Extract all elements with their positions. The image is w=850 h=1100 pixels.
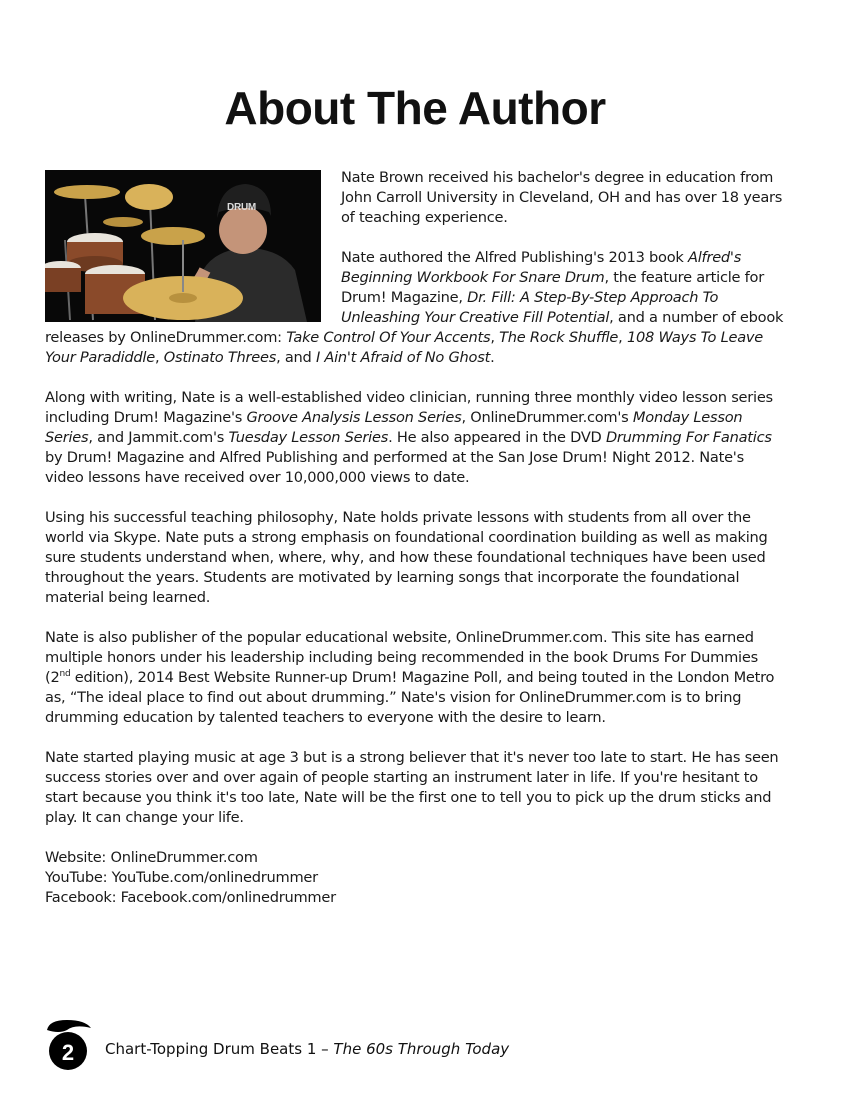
bio-paragraph-teaching: Using his successful teaching philosophy, Nate holds private lessons with students from all over the world via Skype. Nate puts a strong emphasis on foundational coordination building as well as making sure students understand when, where, why, and how these foundational techniques have been used throughout the years. Students are motivated by learning songs that incorporate the foundational material being learned. [45, 509, 768, 606]
bio-paragraph-website: Nate is also publisher of the popular educational website, OnlineDrummer.com. This site has earned multiple honors under his leadership including being recommended in the book Drums For Dummies (2nd edition), 2014 Best Website Runner-up Drum! Magazine Poll, and being touted in the London Metro as, “The ideal place to find out about drumming.” Nate's vision for OnlineDrummer.com is to bring drumming education by talented teachers to everyone with the desire to learn. [45, 629, 775, 726]
bio-paragraph-philosophy: Nate started playing music at age 3 but is a strong believer that it's never too late to start. He has seen success stories over and over again of people starting an instrument later in life. If you're hesitant to start because you think it's too late, Nate will be the first one to tell you to pick up the drum sticks and play. It can change your life. [45, 749, 779, 826]
website-link[interactable]: Website: OnlineDrummer.com [45, 849, 258, 866]
bio-paragraph-education: Nate Brown received his bachelor's degree in education from John Carroll University in Cleveland, OH and has over 18 years of teaching experience. [341, 169, 783, 226]
book-title: Chart-Topping Drum Beats 1 – The 60s Through Today [105, 1040, 510, 1058]
beanie-text: DRUM [227, 202, 256, 213]
facebook-link[interactable]: Facebook: Facebook.com/onlinedrummer [45, 889, 336, 906]
page-footer [45, 1016, 645, 1070]
page-number: 2 [61, 1040, 75, 1065]
bio-paragraph-video: Along with writing, Nate is a well-established video clinician, running three monthly video lesson series including Drum! Magazine's Groove Analysis Lesson Series, OnlineDrummer.com's Monday Lesson Series, and Jammit.com's Tuesday Lesson Series. He also appeared in the DVD Drumming For Fanatics by Drum! Magazine and Alfred Publishing and performed at the San Jose Drum! Night 2012. Nate's video lessons have received over 10,000,000 views to date. [45, 389, 773, 486]
logo-icon [45, 1016, 95, 1070]
page-title: About The Author [224, 81, 606, 134]
author-photo [45, 170, 321, 322]
article-body [45, 168, 785, 908]
bio-paragraph-publications: Nate authored the Alfred Publishing's 2013 book Alfred's Beginning Workbook For Snare Drum, the feature article for Drum! Magazine, Dr. Fill: A Step-By-Step Approach To Unleashing Your Creative Fill Potential, and a number of ebook releases by OnlineDrummer.com: Take Control Of Your Accents, The Rock Shuffle, 108 Ways To Leave Your Paradiddle, Ostinato Threes, and I Ain't Afraid of No Ghost. [45, 249, 784, 366]
youtube-link[interactable]: YouTube: YouTube.com/onlinedrummer [45, 869, 318, 886]
contact-links [45, 848, 785, 908]
